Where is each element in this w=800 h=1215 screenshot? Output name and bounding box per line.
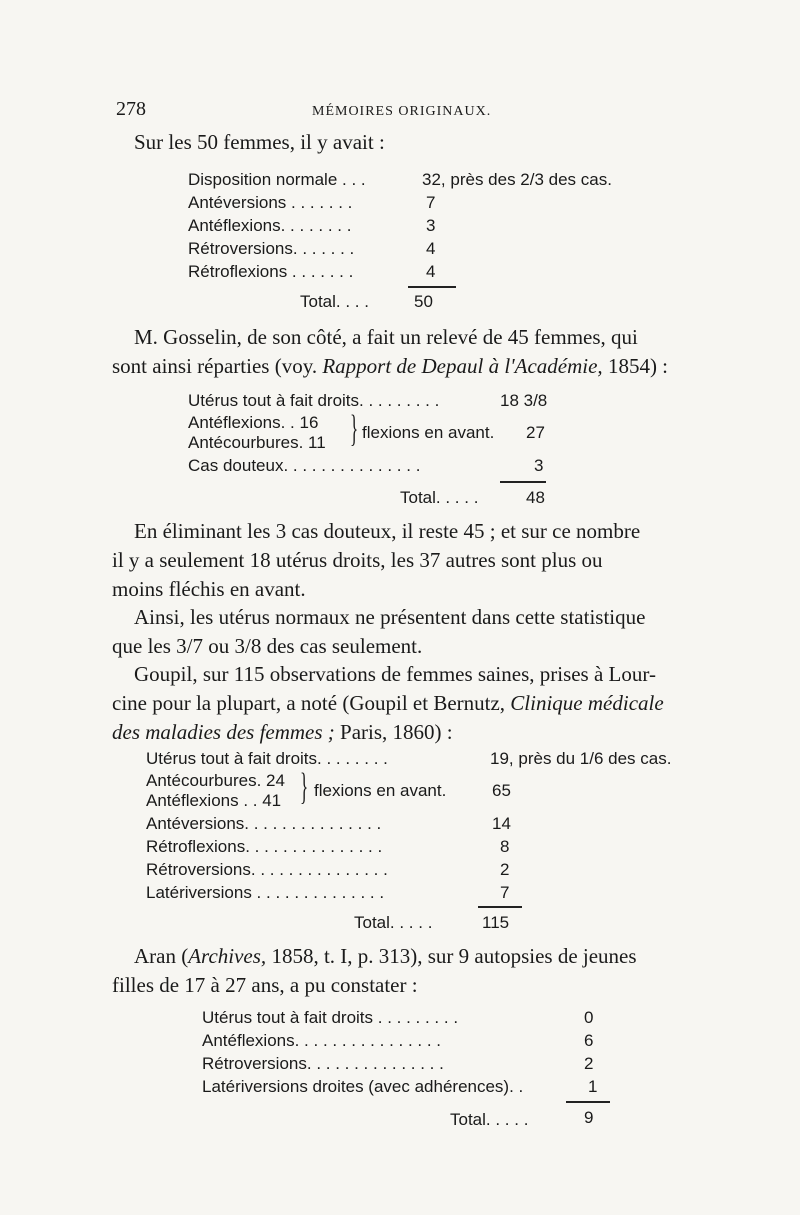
table-row: Rétroflexions. . . . . . . . . . . . . . . [146,837,383,856]
table-row: Rétroversions. . . . . . . . . . . . . . . [146,860,388,879]
sub-row: Antéflexions. . 16 [188,413,319,432]
paragraph-line: En éliminant les 3 cas douteux, il reste 45 ; et sur ce nombre [134,519,641,543]
row-value: 2 [584,1054,594,1073]
paragraph-line: sont ainsi réparties (voy. Rapport de Depaul à l'Académie, 1854) : [112,354,669,378]
brace-icon: } [300,766,309,808]
group-label: flexions en avant. [314,781,447,800]
total-value: 50 [414,292,433,311]
intro-text: Sur les 50 femmes, il y avait : [134,130,385,154]
total-value: 115 [482,913,510,932]
running-title: MÉMOIRES ORIGINAUX. [312,104,492,119]
table-row: Cas douteux. . . . . . . . . . . . . . . [188,456,421,475]
table-row [188,170,366,190]
total-label: Total. . . . . [400,488,479,507]
row-note: , près des 2/3 des cas. [440,170,612,189]
row-value: 3 [426,216,436,235]
group-label: flexions en avant. [362,423,495,442]
table-row: Latériversions . . . . . . . . . . . . . . [146,883,385,902]
sum-rule [408,286,456,288]
row-value: 7 [500,883,510,902]
table-row: Rétroversions. . . . . . . [188,239,355,258]
table-row: Utérus tout à fait droits. . . . . . . . . [188,391,440,410]
row-value: 3 [534,456,544,475]
row-value: 6 [584,1031,594,1050]
paragraph-line: moins fléchis en avant. [112,577,306,601]
paragraph-line: Ainsi, les utérus normaux ne présentent dans cette statistique [134,605,646,629]
paragraph-line: il y a seulement 18 utérus droits, les 37 autres sont plus ou [112,548,603,572]
sub-row: Antécourbures. 11 [188,433,326,452]
brace-icon: } [350,408,359,450]
table-row: Rétroflexions . . . . . . . [188,262,354,281]
sub-row: Antéflexions . . 41 [146,791,282,810]
citation-title: Clinique médicale [510,691,664,715]
table-row: Antéversions . . . . . . . [188,193,353,212]
row-value: 4 [426,262,436,281]
row-value: 18 3/8 [500,391,548,410]
citation-title: des maladies des femmes ; [112,720,335,744]
total-label: Total. . . . . [354,913,433,932]
paragraph-line: M. Gosselin, de son côté, a fait un relevé de 45 femmes, qui [134,325,638,349]
page-number: 278 [116,98,146,120]
row-value: 19, près du 1/6 des cas. [490,749,672,768]
table-row: Latériversions droites (avec adhérences). . [202,1077,524,1096]
paragraph-line: Goupil, sur 115 observations de femmes saines, prises à Lour- [134,662,656,686]
total-value: 48 [526,488,545,507]
table-row: Utérus tout à fait droits. . . . . . . . [146,749,388,768]
row-value: 14 [492,814,511,833]
row-value: 8 [500,837,510,856]
sum-rule [478,906,522,908]
paragraph-line: filles de 17 à 27 ans, a pu constater : [112,973,418,997]
table-row: Rétroversions. . . . . . . . . . . . . . . [202,1054,444,1073]
paragraph-line: que les 3/7 ou 3/8 des cas seulement. [112,634,423,658]
paragraph-line: cine pour la plupart, a noté (Goupil et Bernutz, Clinique médicale [112,691,664,715]
group-value: 27 [526,423,545,442]
sum-rule [500,481,546,483]
group-value: 65 [492,781,511,800]
total-value: 9 [584,1108,594,1127]
table-row: Antéflexions. . . . . . . . . . . . . . . . [202,1031,442,1050]
row-value: 2 [500,860,510,879]
total-label: Total. . . . . [450,1110,529,1129]
row-value: 1 [588,1077,598,1096]
paragraph-line: Aran (Archives, 1858, t. I, p. 313), sur 9 autopsies de jeunes [134,944,637,968]
table-row: Utérus tout à fait droits . . . . . . . . . [202,1008,459,1027]
row-value: 0 [584,1008,594,1027]
row-value: 4 [426,239,436,258]
sub-row: Antécourbures. 24 [146,771,285,790]
citation-title: Rapport de Depaul à l'Académie, [322,354,603,378]
sum-rule [566,1101,610,1103]
paragraph-line: des maladies des femmes ; Paris, 1860) : [112,720,453,744]
table-row: Antéversions. . . . . . . . . . . . . . . [146,814,382,833]
row-note: , près du 1/6 des cas. [508,749,672,768]
row-value: 32, près des 2/3 des cas. [422,170,612,189]
row-value: 7 [426,193,436,212]
row-label: Disposition normale . . . [188,170,366,189]
citation-title: Archives, [188,944,267,968]
table-row: Antéflexions. . . . . . . . [188,216,352,235]
total-label: Total. . . . [300,292,369,311]
